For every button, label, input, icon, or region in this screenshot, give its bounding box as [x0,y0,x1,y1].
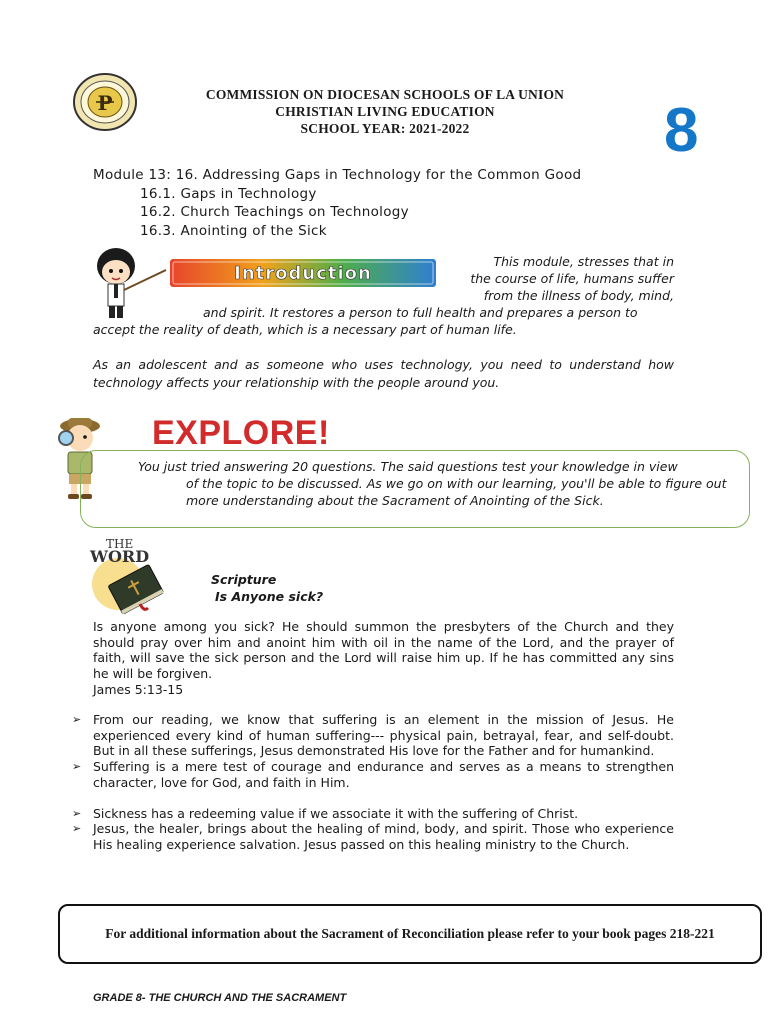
module-title: Module 13: 16. Addressing Gaps in Technology for the Common Good [93,167,582,183]
the-word-bible-logo [88,534,172,614]
intro-line: accept the reality of death, which is a necessary part of human life. [93,322,517,337]
document-header [140,86,630,137]
arrow-bullet-icon: ➢ [72,822,82,836]
intro-line: from the illness of body, mind, [483,288,674,303]
list-item [72,821,674,852]
header-subject: CHRISTIAN LIVING EDUCATION [275,104,495,119]
module-item: 16.3. Anointing of the Sick [140,222,327,239]
introduction-banner-text: Introduction [234,263,372,284]
reflection-bullet-list [72,712,674,853]
list-item [72,806,674,822]
intro-paragraph-2: As an adolescent and as someone who uses technology, you need to understand how technology affects your relationship with the people around you. [93,357,674,390]
verse-reference: James 5:13-15 [93,681,184,697]
explore-heading: EXPLORE! [152,414,330,452]
verse-text: Is anyone among you sick? He should summon the presbyters of the Church and they should pray over him and anoint him with oil in the name of the Lord, and the prayer of faith, will save the sick person and the Lord will raise him up. If he has committed any sins he will be forgiven. [93,619,674,682]
additional-info-text: For additional information about the Sacrament of Reconciliation please refer to your book pages 218-221 [105,926,715,941]
bullet-text: From our reading, we know that suffering is an element in the mission of Jesus. He experienced every kind of human suffering--- physical pain, betrayal, fear, and self-doubt. But in all these sufferings, Jesus demonstrated His love for the Father and for humankind. [93,712,674,759]
intro-paragraph-continued [93,304,674,338]
scripture-label: Scripture [211,572,277,587]
module-item: 16.1. Gaps in Technology [140,185,317,202]
header-school-year: SCHOOL YEAR: 2021-2022 [300,121,470,136]
bullet-text: Jesus, the healer, brings about the healing of mind, body, and spirit. Those who experience His healing experience salvation. Jesus passed on this healing ministry to the Church. [93,821,674,852]
introduction-banner [170,259,436,287]
svg-text:P: P [97,91,113,115]
arrow-bullet-icon: ➢ [72,806,82,820]
explore-text [138,458,736,509]
grade-number: 8 [664,96,699,165]
page-footer: GRADE 8- THE CHURCH AND THE SACRAMENT [93,992,347,1004]
scripture-verse [93,619,674,698]
explore-line: You just tried answering 20 questions. The said questions test your knowledge in view [138,459,678,474]
scripture-question: Is Anyone sick? [215,589,324,604]
additional-info-box [58,904,762,964]
arrow-bullet-icon: ➢ [72,760,82,774]
bullet-text: Sickness has a redeeming value if we associate it with the suffering of Christ. [93,805,579,821]
the-word-label-the: THE [106,537,134,551]
scripture-heading [211,571,323,605]
module-item: 16.2. Church Teachings on Technology [140,204,409,220]
explore-line: of the topic to be discussed. As we go on with our learning, you'll be able to figure out more understanding about the Sacrament of Anointing of the Sick. [186,476,727,508]
intro-paragraph-right [452,253,674,304]
bullet-text: Suffering is a mere test of courage and endurance and serves as a means to strengthen character, love for God, and faith in Him. [93,759,674,790]
intro-line: and spirit. It restores a person to full health and prepares a person to [203,305,638,320]
intro-line: the course of life, humans suffer [470,271,674,286]
list-item [72,712,674,759]
arrow-bullet-icon: ➢ [72,713,82,726]
list-item [72,759,674,790]
the-word-label-word: WORD [90,547,150,566]
module-outline [93,166,581,240]
diocesan-seal-logo [72,72,138,132]
intro-line: This module, stresses that in [493,254,674,269]
header-commission: COMMISSION ON DIOCESAN SCHOOLS OF LA UNION [205,87,565,102]
